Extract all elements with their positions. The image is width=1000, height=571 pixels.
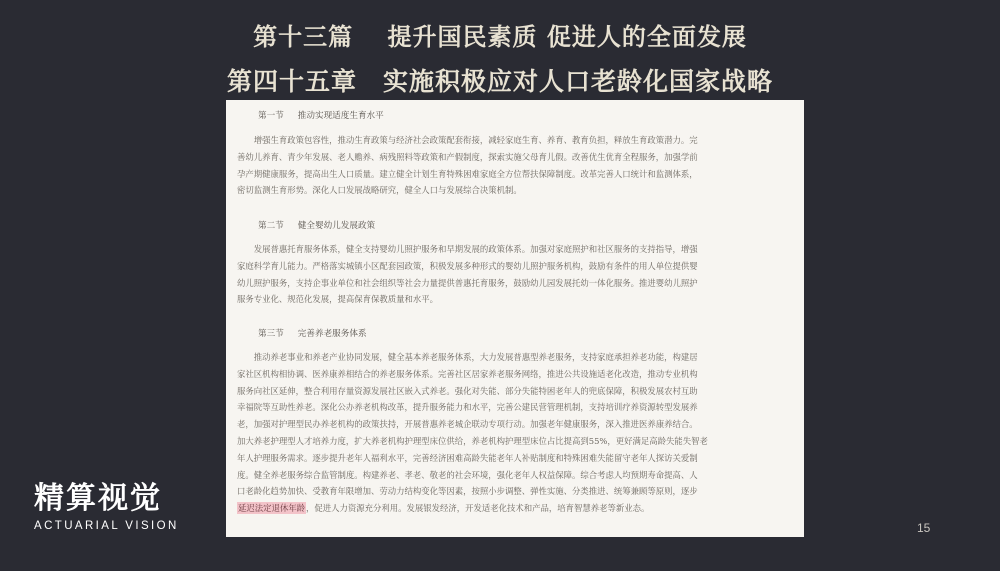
text-line: 推动养老事业和养老产业协同发展，健全基本养老服务体系，大力发展普惠型养老服务，支持家庭承担养老功能，构建居 <box>237 352 698 362</box>
section-3-title: 完善养老服务体系 <box>297 329 367 339</box>
section-3-heading <box>258 327 367 339</box>
text-line: 孕产期健康服务，提高出生人口质量。建立健全计划生育特殊困难家庭全方位帮扶保障制度。改革完善人口统计和监测体系， <box>237 168 698 179</box>
text-line: 口老龄化趋势加快、受教育年限增加、劳动力结构变化等因素，按照小步调整、弹性实施、分类推进、统筹兼顾等原则，逐步 <box>237 486 698 497</box>
text-line: 度。健全养老服务综合监管制度。构建养老、孝老、敬老的社会环境，强化老年人权益保障。综合考虑人均预期寿命提高、人 <box>237 469 698 480</box>
text-line: 发展普惠托育服务体系，健全支持婴幼儿照护服务和早期发展的政策体系。加强对家庭照护和社区服务的支持指导，增强 <box>237 244 698 254</box>
text-line: 幸福院等互助性养老。深化公办养老机构改革，提升服务能力和水平，完善公建民营管理机制，支持培训疗养资源转型发展养 <box>237 402 698 413</box>
text-line: 年人护理服务需求。逐步提升老年人福利水平，完善经济困难高龄失能老年人补贴制度和特殊困难失能留守老年人探访关爱制 <box>237 452 698 463</box>
brand-logo <box>34 482 179 532</box>
retirement-age-highlight: 延迟法定退休年龄 <box>238 503 305 514</box>
section-1-label: 第一节 <box>258 111 284 121</box>
slide-title-line2: 第四十五章 实施积极应对人口老龄化国家战略 <box>226 67 773 96</box>
text-line: 家庭科学育儿能力。严格落实城镇小区配套园政策，积极发展多种形式的婴幼儿照护服务机构，鼓励有条件的用人单位提供婴 <box>237 260 698 271</box>
text-line: 服务专业化、规范化发展，提高保育保教质量和水平。 <box>237 294 438 305</box>
logo-chinese-text: 精算视觉 <box>34 481 162 516</box>
text-line-rest: ，促进人力资源充分利用。发展银发经济，开发适老化技术和产品，培育智慧养老等新业态。 <box>306 503 650 514</box>
page-number: 15 <box>917 521 931 535</box>
section-1-heading <box>258 109 384 121</box>
text-line: 加大养老护理型人才培养力度，扩大养老机构护理型床位供给，养老机构护理型床位占比提高到55%，更好满足高龄失能失智老 <box>237 435 708 446</box>
text-line: 服务向社区延伸，整合利用存量资源发展社区嵌入式养老。强化对失能、部分失能特困老年人的兜底保障，积极发展农村互助 <box>237 385 698 396</box>
section-1-paragraph <box>237 132 796 199</box>
section-2-label: 第二节 <box>258 221 284 231</box>
slide-title-line1: 第十三篇 提升国民素质 促进人的全面发展 <box>253 23 747 51</box>
section-1-title: 推动实现适度生育水平 <box>297 111 384 121</box>
text-line: 幼儿照护服务，支持企事业单位和社会组织等社会力量提供普惠托育服务，鼓励幼儿园发展托幼一体化服务。推进婴幼儿照护 <box>237 277 698 288</box>
section-3-paragraph <box>237 349 796 517</box>
section-2-paragraph <box>237 241 796 308</box>
text-line: 家社区机构相协调、医养康养相结合的养老服务体系。完善社区居家养老服务网络，推进公共设施适老化改造，推动专业机构 <box>237 368 698 379</box>
text-line: 密切监测生育形势。深化人口发展战略研究，健全人口与发展综合决策机制。 <box>237 185 522 196</box>
section-3-label: 第三节 <box>258 329 284 339</box>
section-2-heading <box>258 219 375 231</box>
text-line: 老，加强对护理型民办养老机构的政策扶持，开展普惠养老城企联动专项行动。加强老年健康服务，深入推进医养康养结合。 <box>237 419 698 430</box>
text-line: 增强生育政策包容性，推动生育政策与经济社会政策配套衔接，减轻家庭生育、养育、教育负担，释放生育政策潜力。完 <box>237 135 698 145</box>
text-line-last <box>237 500 796 517</box>
section-2-title: 健全婴幼儿发展政策 <box>297 221 376 231</box>
document-image <box>226 100 804 537</box>
logo-english-text: ACTUARIAL VISION <box>34 520 179 532</box>
text-line: 善幼儿养育、青少年发展、老人赡养、病残照料等政策和产假制度，探索实施父母育儿假。改善优生优育全程服务，加强学前 <box>237 151 698 162</box>
